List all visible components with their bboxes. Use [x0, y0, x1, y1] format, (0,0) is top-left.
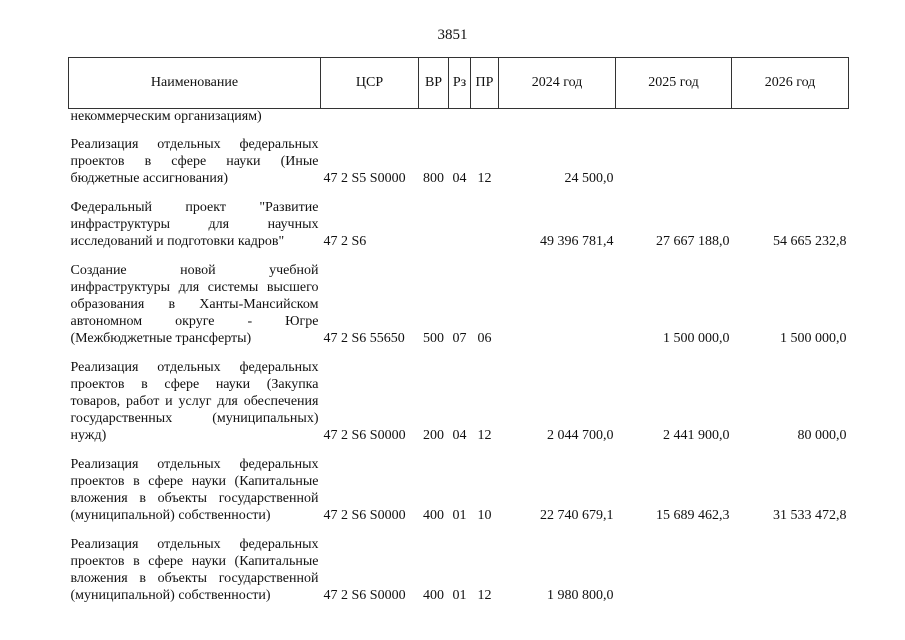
row-2026: 1 500 000,0: [780, 331, 847, 346]
row-rz: 04: [452, 428, 467, 443]
row-name: Создание новой учебной инфраструктуры для системы высшего образования в Ханты-Мансийском автономном округе - Югре (Межбюджетные трансферты): [70, 263, 319, 346]
row-2026: [732, 136, 849, 199]
header-2024: 2024 год: [499, 58, 616, 109]
row-2025: 15 689 462,3: [656, 508, 730, 523]
row-2025: 1 500 000,0: [663, 331, 730, 346]
row-name: Реализация отдельных федеральных проектов в сфере науки (Капитальные вложения в объекты государственной (муниципальной) собственности): [70, 537, 319, 603]
row-2024: 2 044 700,0: [547, 428, 614, 443]
row-csr: 47 2 S5 S0000: [323, 171, 406, 186]
row-vr: 200: [423, 428, 444, 443]
row-csr: 47 2 S6 55650: [323, 331, 405, 346]
row-pr: 12: [477, 428, 492, 443]
table-row: [69, 136, 849, 199]
header-rz: Рз: [449, 58, 471, 109]
row-vr: [419, 199, 449, 262]
row-csr: 47 2 S6 S0000: [323, 588, 406, 603]
row-rz: 01: [452, 508, 467, 523]
row-2025: 2 441 900,0: [663, 428, 730, 443]
header-2025: 2025 год: [616, 58, 732, 109]
row-2026: 31 533 472,8: [773, 508, 847, 523]
continuation-text: некоммерческим организациям): [70, 109, 262, 124]
row-vr: 800: [423, 171, 444, 186]
header-name: Наименование: [69, 58, 321, 109]
row-2025: 27 667 188,0: [656, 234, 730, 249]
row-2025: [616, 536, 732, 604]
table-row: [69, 199, 849, 262]
table-row: [69, 262, 849, 359]
row-rz: [449, 199, 471, 262]
table-row: [69, 359, 849, 456]
header-vr: ВР: [419, 58, 449, 109]
row-vr: 400: [423, 508, 444, 523]
row-rz: 01: [452, 588, 467, 603]
row-name: Федеральный проект "Развитие инфраструктуры для научных исследований и подготовки кадров": [70, 200, 319, 249]
row-2025: [616, 136, 732, 199]
row-pr: [471, 199, 499, 262]
row-2024: 24 500,0: [564, 171, 614, 186]
row-pr: 06: [477, 331, 492, 346]
table-body: [69, 109, 849, 605]
table-row: [69, 456, 849, 536]
row-2026: [732, 536, 849, 604]
row-2024: 22 740 679,1: [540, 508, 614, 523]
continuation-row: [69, 109, 849, 137]
row-2024: [499, 262, 616, 359]
table-header: [69, 58, 849, 109]
row-name: Реализация отдельных федеральных проектов в сфере науки (Капитальные вложения в объекты государственной (муниципальной) собственности): [70, 457, 319, 523]
row-2026: 80 000,0: [797, 428, 847, 443]
row-pr: 12: [477, 588, 492, 603]
row-2026: 54 665 232,8: [773, 234, 847, 249]
header-2026: 2026 год: [732, 58, 849, 109]
row-name: Реализация отдельных федеральных проектов в сфере науки (Иные бюджетные ассигнования): [70, 137, 319, 186]
row-csr: 47 2 S6 S0000: [323, 508, 406, 523]
header-pr: ПР: [471, 58, 499, 109]
row-name: Реализация отдельных федеральных проектов в сфере науки (Закупка товаров, работ и услуг для обеспечения государственных (муниципальных) нужд): [70, 360, 319, 443]
row-csr: 47 2 S6 S0000: [323, 428, 406, 443]
row-2024: 1 980 800,0: [547, 588, 614, 603]
row-pr: 10: [477, 508, 492, 523]
header-csr: ЦСР: [321, 58, 419, 109]
budget-table: [68, 57, 849, 604]
row-vr: 500: [423, 331, 444, 346]
row-csr: 47 2 S6: [323, 234, 367, 249]
row-rz: 04: [452, 171, 467, 186]
row-pr: 12: [477, 171, 492, 186]
row-2024: 49 396 781,4: [540, 234, 614, 249]
table-row: [69, 536, 849, 604]
page-number: 3851: [437, 27, 468, 43]
row-vr: 400: [423, 588, 444, 603]
row-rz: 07: [452, 331, 467, 346]
